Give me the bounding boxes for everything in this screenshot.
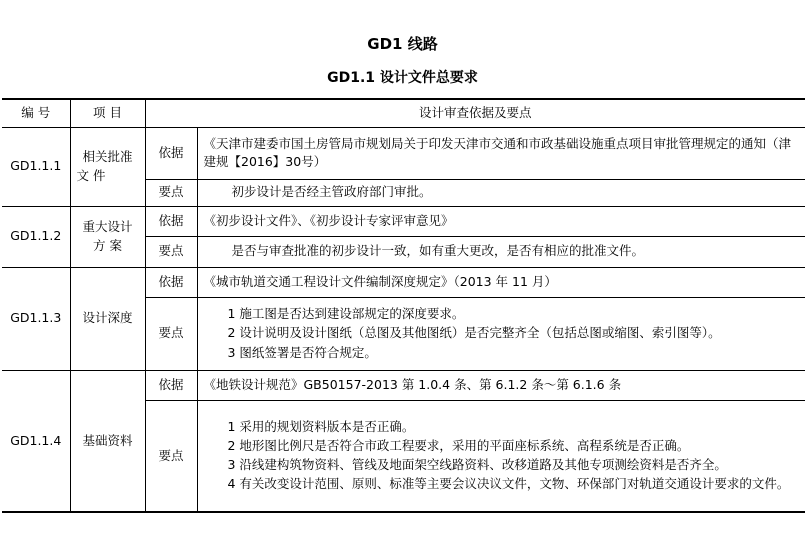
points-list [197, 400, 805, 512]
table-row [2, 267, 805, 297]
section-subtitle: GD1.1 设计文件总要求 [327, 70, 478, 86]
table-row [2, 370, 805, 400]
row-code: GD1.1.4 [2, 370, 70, 512]
points-label: 要点 [145, 297, 197, 370]
table-row [2, 206, 805, 236]
header-item: 项 目 [70, 99, 145, 127]
page-title: GD1 线路 [367, 35, 438, 53]
header-code: 编 号 [2, 99, 70, 127]
points-list [197, 297, 805, 370]
basis-label: 依据 [145, 370, 197, 400]
points-item: 3 图纸签署是否符合规定。 [227, 344, 377, 360]
row-item [70, 127, 145, 206]
points-item: 2 设计说明及设计图纸（总图及其他图纸）是否完整齐全（包括总图或缩图、索引图等）。 [227, 325, 721, 341]
points-item: 1 施工图是否达到建设部规定的深度要求。 [227, 306, 465, 322]
header-basis: 设计审查依据及要点 [145, 99, 805, 127]
points-label: 要点 [145, 400, 197, 512]
basis-text: 《地铁设计规范》GB50157-2013 第 1.0.4 条、第 6.1.2 条～第 6.1.6 条 [197, 370, 805, 400]
row-item-line: 重大设计 [82, 219, 133, 235]
points-item: 4 有关改变设计范围、原则、标准等主要会议决议文件，文物、环保部门对轨道交通设计要求的文件。 [227, 476, 790, 492]
row-code: GD1.1.3 [2, 267, 70, 370]
row-item-line2: 文 件 [76, 167, 106, 183]
row-item: 基础资料 [70, 370, 145, 512]
row-item-line2: 方 案 [93, 237, 122, 253]
points-text: 初步设计是否经主管政府部门审批。 [197, 179, 805, 206]
row-code: GD1.1.1 [2, 127, 70, 206]
row-item: 设计深度 [70, 267, 145, 370]
row-code: GD1.1.2 [2, 206, 70, 267]
points-item: 3 沿线建构筑物资料、管线及地面架空线路资料、改移道路及其他专项测绘资料是否齐全。 [227, 457, 727, 473]
points-item: 2 地形图比例尺是否符合市政工程要求，采用的平面座标系统、高程系统是否正确。 [227, 438, 690, 454]
basis-text: 《天津市建委市国土房管局市规划局关于印发天津市交通和市政基础设施重点项目审批管理规定的通知（津建规【2016】30号） [197, 127, 805, 179]
basis-text: 《初步设计文件》、《初步设计专家评审意见》 [197, 206, 805, 236]
points-label: 要点 [145, 179, 197, 206]
design-review-table [2, 98, 805, 513]
row-item-line: 相关批准 [82, 149, 133, 165]
table-row [2, 127, 805, 179]
points-text: 是否与审查批准的初步设计一致，如有重大更改，是否有相应的批准文件。 [197, 236, 805, 267]
basis-label: 依据 [145, 127, 197, 179]
basis-text: 《城市轨道交通工程设计文件编制深度规定》（2013 年 11 月） [197, 267, 805, 297]
table-header-row [2, 99, 805, 127]
basis-label: 依据 [145, 206, 197, 236]
row-item [70, 206, 145, 267]
row-item-line [77, 237, 139, 255]
basis-label: 依据 [145, 267, 197, 297]
row-item-line [77, 167, 139, 185]
points-label: 要点 [145, 236, 197, 267]
points-item: 1 采用的规划资料版本是否正确。 [227, 419, 415, 434]
